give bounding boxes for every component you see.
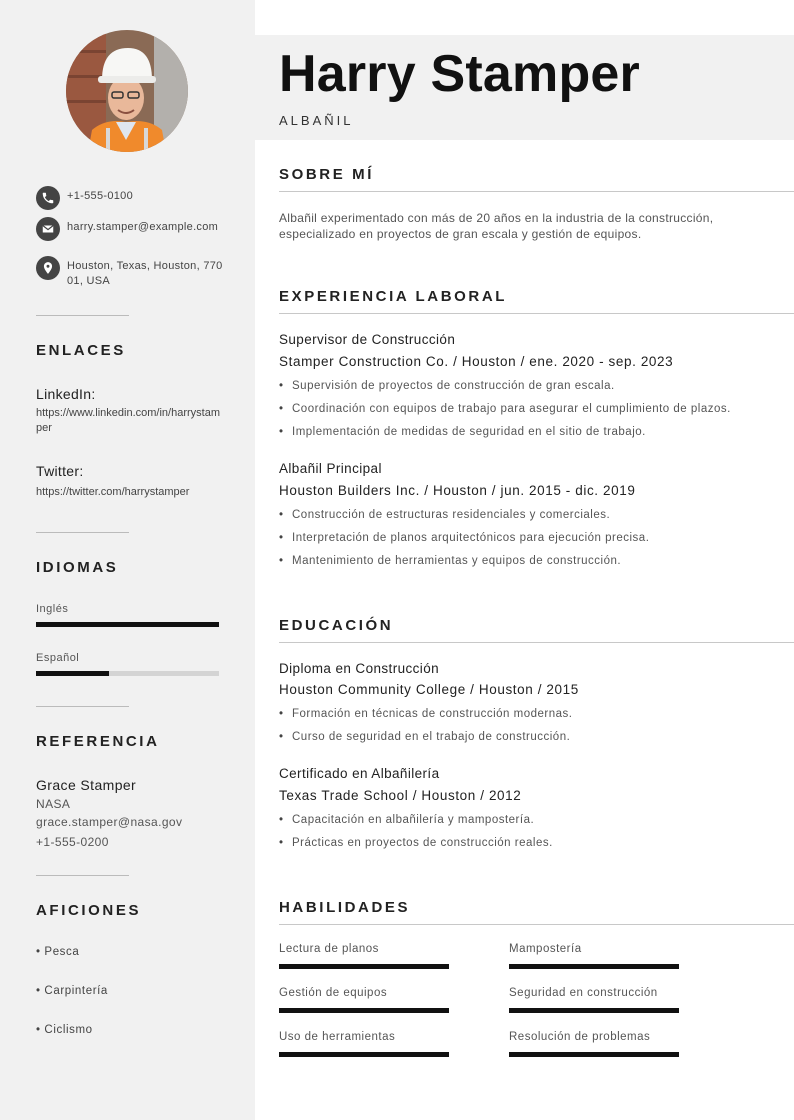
skill-item bbox=[509, 987, 679, 1013]
skill-level-fill bbox=[279, 964, 449, 969]
skill-level-fill bbox=[509, 1052, 679, 1057]
twitter-label: Twitter: bbox=[36, 463, 84, 479]
divider bbox=[36, 875, 129, 876]
job-title: ALBAÑIL bbox=[279, 113, 354, 128]
job-entry-title: Albañil Principal bbox=[279, 461, 382, 476]
skill-name: Lectura de planos bbox=[279, 943, 379, 955]
skill-item bbox=[279, 1031, 449, 1057]
skill-name: Uso de herramientas bbox=[279, 1031, 396, 1043]
job-entry-subtitle: Stamper Construction Co. / Houston / ene. 2020 - sep. 2023 bbox=[279, 354, 674, 369]
skill-level-bar bbox=[509, 1052, 679, 1057]
education-entry-title: Diploma en Construcción bbox=[279, 661, 440, 676]
skill-name: Mampostería bbox=[509, 943, 582, 955]
email-text[interactable]: harry.stamper@example.com bbox=[67, 221, 219, 233]
skill-level-bar bbox=[279, 964, 449, 969]
skill-level-bar bbox=[279, 1008, 449, 1013]
language-level-bar bbox=[36, 671, 219, 676]
twitter-link[interactable]: https://twitter.com/harrystamper bbox=[36, 486, 190, 498]
job-bullet: • Mantenimiento de herramientas y equipos de construcción. bbox=[279, 555, 621, 567]
section-rule bbox=[279, 924, 794, 925]
person-name: Harry Stamper bbox=[279, 45, 640, 103]
contact-address bbox=[36, 256, 226, 289]
skills-heading: HABILIDADES bbox=[279, 899, 411, 916]
envelope-icon bbox=[36, 217, 60, 241]
education-bullet: • Curso de seguridad en el trabajo de construcción. bbox=[279, 731, 570, 743]
education-entry-title: Certificado en Albañilería bbox=[279, 766, 440, 781]
links-heading: ENLACES bbox=[36, 342, 126, 359]
sidebar bbox=[0, 0, 255, 1120]
reference-email[interactable]: grace.stamper@nasa.gov bbox=[36, 815, 183, 829]
education-entry-subtitle: Houston Community College / Houston / 2015 bbox=[279, 682, 579, 697]
linkedin-link[interactable]: https://www.linkedin.com/in/harrystamper bbox=[36, 407, 221, 434]
job-bullet: • Coordinación con equipos de trabajo para asegurar el cumplimiento de plazos. bbox=[279, 403, 731, 415]
skill-name: Resolución de problemas bbox=[509, 1031, 651, 1043]
hobby-item: • Carpintería bbox=[36, 985, 108, 997]
divider bbox=[36, 532, 129, 533]
main-content bbox=[255, 0, 794, 1120]
section-rule bbox=[279, 191, 794, 192]
phone-icon bbox=[36, 186, 60, 210]
reference-name: Grace Stamper bbox=[36, 777, 137, 793]
skill-name: Seguridad en construcción bbox=[509, 987, 658, 999]
about-text: Albañil experimentado con más de 20 años en la industria de la construcción, especializado en proyectos de gran escala y gestión de equipos. bbox=[279, 211, 714, 241]
section-rule bbox=[279, 313, 794, 314]
language-level-bar bbox=[36, 622, 219, 627]
job-entry-subtitle: Houston Builders Inc. / Houston / jun. 2015 - dic. 2019 bbox=[279, 483, 636, 498]
skill-item bbox=[509, 943, 679, 969]
about-heading: SOBRE MÍ bbox=[279, 166, 374, 183]
skill-level-bar bbox=[279, 1052, 449, 1057]
phone-text[interactable]: +1-555-0100 bbox=[67, 190, 133, 202]
address-text: Houston, Texas, Houston, 77001, USA bbox=[67, 260, 223, 287]
education-entry-subtitle: Texas Trade School / Houston / 2012 bbox=[279, 788, 522, 803]
section-rule bbox=[279, 642, 794, 643]
job-bullet: • Implementación de medidas de seguridad en el sitio de trabajo. bbox=[279, 426, 646, 438]
skill-item bbox=[279, 987, 449, 1013]
job-bullet: • Interpretación de planos arquitectónicos para ejecución precisa. bbox=[279, 532, 649, 544]
language-name: Español bbox=[36, 652, 80, 664]
education-bullet: • Prácticas en proyectos de construcción reales. bbox=[279, 837, 553, 849]
skill-name: Gestión de equipos bbox=[279, 987, 388, 999]
education-bullet: • Formación en técnicas de construcción modernas. bbox=[279, 708, 572, 720]
skill-level-bar bbox=[509, 1008, 679, 1013]
skill-level-fill bbox=[509, 964, 679, 969]
skill-item bbox=[509, 1031, 679, 1057]
skill-level-bar bbox=[509, 964, 679, 969]
skill-item bbox=[279, 943, 449, 969]
experience-heading: EXPERIENCIA LABORAL bbox=[279, 288, 508, 305]
education-heading: EDUCACIÓN bbox=[279, 617, 394, 634]
hobby-item: • Ciclismo bbox=[36, 1024, 93, 1036]
reference-phone[interactable]: +1-555-0200 bbox=[36, 835, 109, 849]
skill-level-fill bbox=[279, 1008, 449, 1013]
language-level-fill bbox=[36, 671, 109, 676]
skill-level-fill bbox=[509, 1008, 679, 1013]
location-pin-icon bbox=[36, 256, 60, 280]
language-level-fill bbox=[36, 622, 219, 627]
divider bbox=[36, 706, 129, 707]
job-bullet: • Construcción de estructuras residenciales y comerciales. bbox=[279, 509, 610, 521]
education-bullet: • Capacitación en albañilería y mampostería. bbox=[279, 814, 534, 826]
language-name: Inglés bbox=[36, 603, 69, 615]
hobby-item: • Pesca bbox=[36, 946, 80, 958]
skill-level-fill bbox=[279, 1052, 449, 1057]
languages-heading: IDIOMAS bbox=[36, 559, 119, 576]
job-bullet: • Supervisión de proyectos de construcción de gran escala. bbox=[279, 380, 615, 392]
linkedin-label: LinkedIn: bbox=[36, 386, 96, 402]
profile-photo bbox=[66, 30, 188, 152]
reference-heading: REFERENCIA bbox=[36, 733, 160, 750]
reference-company: NASA bbox=[36, 797, 71, 811]
divider bbox=[36, 315, 129, 316]
hobbies-heading: AFICIONES bbox=[36, 902, 142, 919]
contact-email bbox=[36, 217, 226, 241]
contact-phone bbox=[36, 186, 226, 210]
job-entry-title: Supervisor de Construcción bbox=[279, 332, 456, 347]
